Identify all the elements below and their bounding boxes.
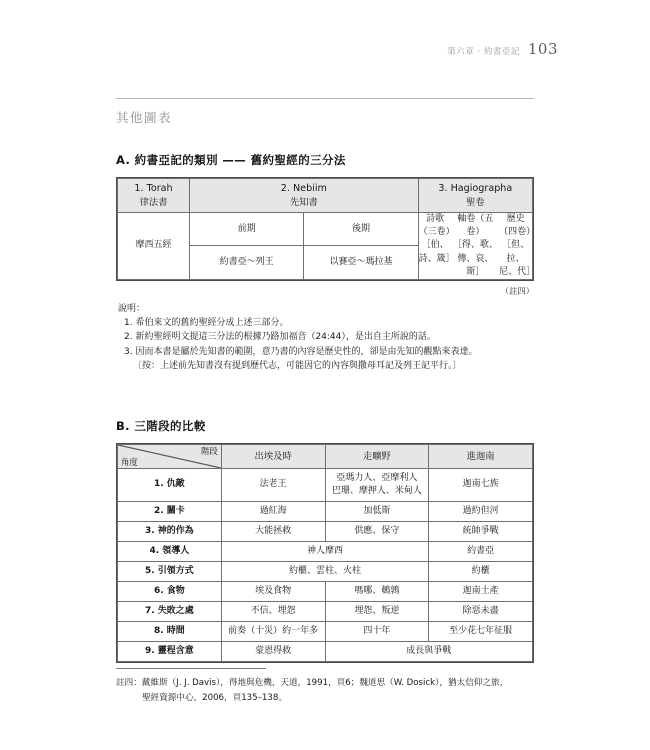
torah-chinese: 律法書 <box>139 196 168 208</box>
table-b-row-label: 1. 仇敵 <box>118 468 222 501</box>
table-a-header-hagiographa <box>418 179 532 213</box>
nebiim-latin: 2. Nebiim <box>280 183 327 194</box>
table-b-cell: 迦南土產 <box>429 582 533 602</box>
note-reference: （註四） <box>500 285 534 296</box>
table-b-cell: 不信、埋怨 <box>221 602 325 622</box>
table-b-row-label: 4. 領導人 <box>118 542 222 562</box>
table-b-cell: 亞瑪力人、亞摩利人 巴珊、摩押人、米甸人 <box>325 468 429 501</box>
table-b-cell: 過紅海 <box>221 502 325 522</box>
table-b-cell: 法老王 <box>221 468 325 501</box>
hagiographa-latin: 3. Hagiographa <box>438 183 513 194</box>
table-b-row-label: 6. 食物 <box>118 582 222 602</box>
table-row <box>118 468 533 501</box>
section-divider <box>116 98 534 99</box>
footnote-divider <box>116 668 266 669</box>
table-a-header-torah <box>118 179 190 213</box>
table-b-cell: 前奏（十災）約一年多 <box>221 622 325 642</box>
table-b-cell: 至少花七年征服 <box>429 622 533 642</box>
section-a <box>116 152 534 374</box>
table-b-header-2: 進迦南 <box>429 444 533 468</box>
torah-latin: 1. Torah <box>134 183 173 194</box>
table-b-cell: 約書亞 <box>429 542 533 562</box>
table-b-cell: 埋怨、叛逆 <box>325 602 429 622</box>
table-b-cell: 迦南七族 <box>429 468 533 501</box>
table-b-row-label: 8. 時間 <box>118 622 222 642</box>
table-row <box>118 622 533 642</box>
note-bracket-remark: 〔按：上述前先知書沒有提到歷代志，可能因它的內容與撒母耳記及列王記平行。〕 <box>133 361 462 372</box>
table-b-header-1: 走曠野 <box>325 444 429 468</box>
table-b-cell: 統帥爭戰 <box>429 522 533 542</box>
note-label: 說明： <box>118 303 146 314</box>
table-b-cell: 供應、保守 <box>325 522 429 542</box>
table-row <box>118 562 533 582</box>
footnote-line-2: 聖經資源中心，2006，頁135–138。 <box>142 693 287 704</box>
table-a-nebiim-period-0: 前期 <box>190 213 304 246</box>
table-b-corner-header <box>118 444 222 468</box>
footnote-text <box>116 676 546 706</box>
hagio-period-2: 歷史（四卷） <box>499 214 536 238</box>
table-b-cell: 約櫃 <box>429 562 533 582</box>
corner-stage-label: 階段 <box>201 445 218 456</box>
table-b-row-label: 9. 靈程含意 <box>118 642 222 662</box>
hagio-books-2: ［但、拉、尼、代］ <box>499 240 536 277</box>
table-b-cell: 加低斯 <box>325 502 429 522</box>
hagio-books-1: ［得、歌、傳、哀、斯］ <box>452 240 498 277</box>
table-b <box>117 444 533 662</box>
table-row <box>118 502 533 522</box>
table-b-cell: 除惡未盡 <box>429 602 533 622</box>
note-item: 2. 新約聖經明文提這三分法的根據乃路加福音（24:44），是出自主所說的話。 <box>124 332 436 343</box>
table-b-cell: 約櫃、雲柱、火柱 <box>221 562 429 582</box>
footnote-area <box>116 668 546 706</box>
table-row <box>118 213 533 246</box>
table-b-cell: 大能拯救 <box>221 522 325 542</box>
table-b-cell: 埃及食物 <box>221 582 325 602</box>
note-item: 1. 希伯來文的舊約聖經分成上述三部分。 <box>124 317 289 328</box>
table-b-row-label: 5. 引領方式 <box>118 562 222 582</box>
footnote-line-1: 註四：戴維斯（J. J. Davis），得地與危機，天道，1991，頁6；魏道思（W. Dosick），猶太信仰之旅， <box>116 678 509 688</box>
section-b-heading: B. 三階段的比較 <box>116 418 206 433</box>
table-b-header-0: 出埃及時 <box>221 444 325 468</box>
table-row <box>118 444 533 468</box>
table-row <box>118 542 533 562</box>
table-b-cell: 四十年 <box>325 622 429 642</box>
table-row <box>118 642 533 662</box>
table-a-nebiim-books-1: 以賽亞～瑪拉基 <box>304 246 418 279</box>
section-a-heading: A. 約書亞記的類別 —— 舊約聖經的三分法 <box>116 153 346 167</box>
table-row <box>118 522 533 542</box>
table-b-row-label: 7. 失敗之處 <box>118 602 222 622</box>
hagio-books-0: ［伯、詩、箴］ <box>418 240 455 264</box>
running-header <box>447 40 558 58</box>
table-row <box>118 179 533 213</box>
section-title: 其他圖表 <box>116 110 173 125</box>
nebiim-chinese: 先知書 <box>289 196 318 208</box>
table-a-nebiim-books-0: 約書亞～列王 <box>190 246 304 279</box>
section-b <box>116 418 534 663</box>
table-a-frame <box>116 177 534 281</box>
table-row <box>118 602 533 622</box>
page-number: 103 <box>527 40 558 58</box>
table-b-cell: 神人摩西 <box>221 542 429 562</box>
table-b-cell: 過約但河 <box>429 502 533 522</box>
table-b-body <box>118 468 533 661</box>
table-a <box>117 178 536 280</box>
note-item: 3. 因而本書是屬於先知書的範圍，意乃書的內容是歷史性的，卻是由先知的觀點來表達。 <box>124 346 478 357</box>
hagiographa-period-row <box>418 213 536 239</box>
table-b-row-label: 3. 神的作為 <box>118 522 222 542</box>
table-b-cell: 嗎哪、鵪鶉 <box>325 582 429 602</box>
table-a-header-nebiim <box>190 179 419 213</box>
table-a-hagiographa-body <box>418 213 536 279</box>
hagio-period-1: 軸卷（五卷） <box>457 214 494 238</box>
table-b-row-label: 2. 關卡 <box>118 502 222 522</box>
table-b-frame <box>116 443 534 663</box>
chapter-label: 第六章 · 約書亞記 <box>447 47 520 57</box>
hagiographa-books-row <box>418 239 536 278</box>
hagiographa-chinese: 聖卷 <box>466 196 485 208</box>
corner-angle-label: 角度 <box>121 456 138 467</box>
page-content <box>116 98 534 663</box>
table-a-torah-body: 摩西五經 <box>118 213 190 279</box>
table-a-nebiim-period-1: 後期 <box>304 213 418 246</box>
hagio-period-0: 詩歌（三卷） <box>418 214 455 238</box>
table-b-cell: 成長與爭戰 <box>325 642 533 662</box>
section-a-notes <box>116 285 534 374</box>
table-row <box>118 582 533 602</box>
table-b-cell: 蒙恩得救 <box>221 642 325 662</box>
